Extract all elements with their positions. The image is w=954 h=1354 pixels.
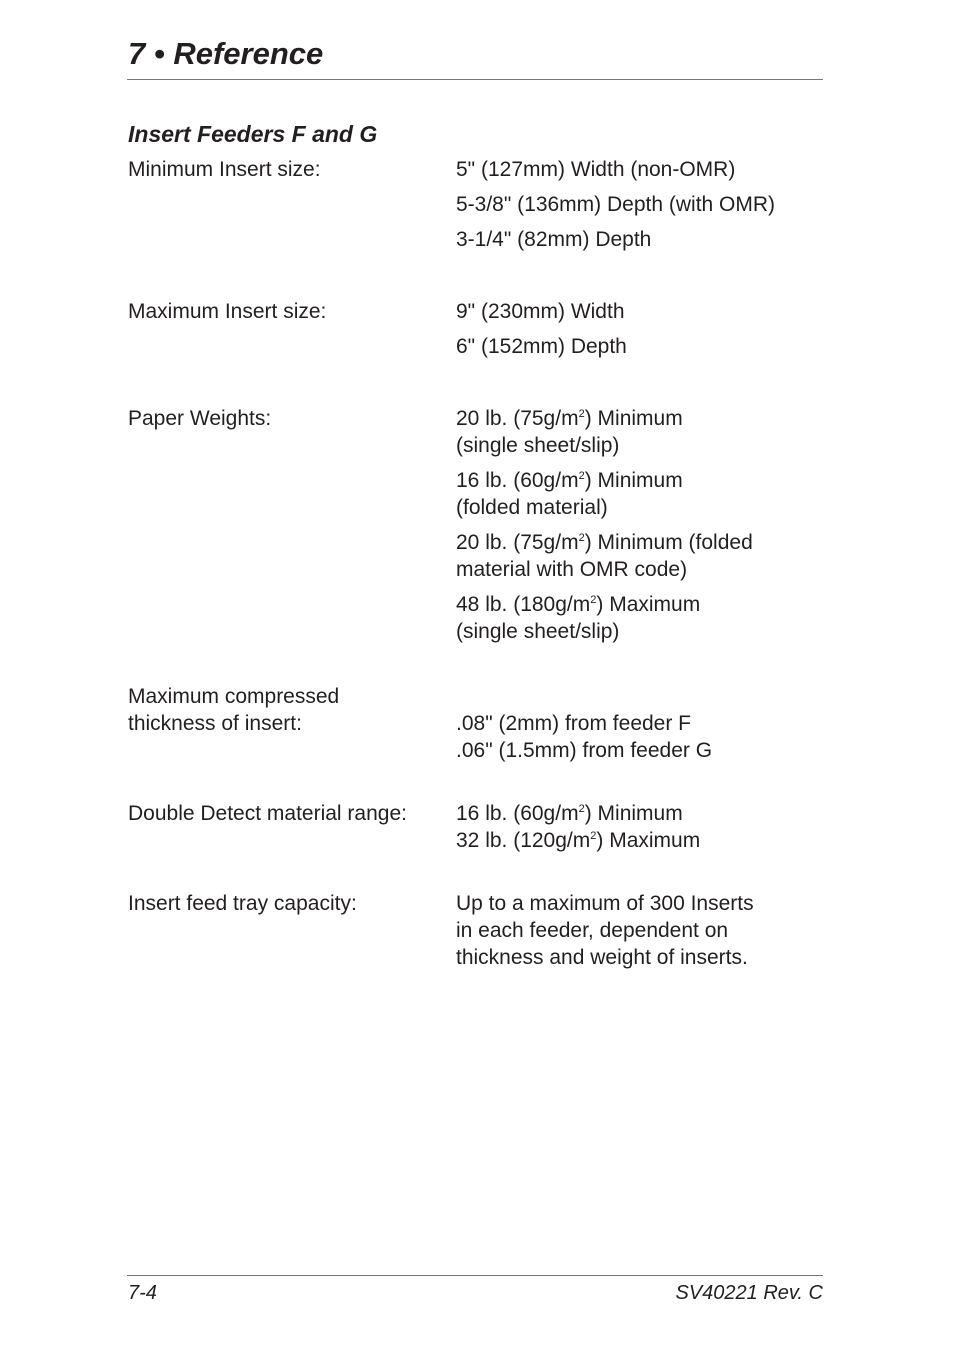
page-title: 7 • Reference [128,36,324,71]
spec-value: .08" (2mm) from feeder F [456,712,692,735]
spec-label: Paper Weights: [128,407,272,430]
paper-weight-note: (folded material) [456,496,608,519]
spec-label: Double Detect material range: [128,802,407,825]
spec-value: 5" (127mm) Width (non-OMR) [456,158,736,181]
paper-weight-value: 48 lb. $(180g/m^2)$ Maximum [456,593,701,616]
spec-values [456,800,816,854]
spec-value: 5-3/8" (136mm) Depth (with OMR) [456,193,776,216]
spec-value: .06" (1.5mm) from feeder G [456,739,713,762]
paper-weight-value: 20 lb. $(75g/m^2)$ Minimum (folded [456,531,753,554]
spec-value: 3-1/4" (82mm) Depth [456,228,652,251]
spec-values [456,298,816,360]
document-id: SV40221 Rev. C [675,1282,823,1304]
spec-paper-weights [128,405,823,655]
footer-divider [127,1275,823,1276]
spec-value: 16 lb. $(60g/m^2)$ Minimum [456,802,683,825]
spec-values [456,405,816,645]
spec-value: in each feeder, dependent on [456,919,729,942]
page-number: 7-4 [128,1282,157,1304]
spec-maximum-insert-size [128,298,823,368]
spec-max-thickness [128,683,823,773]
spec-double-detect-range [128,800,823,860]
spec-value: Up to a maximum of 300 Inserts [456,892,754,915]
paper-weight-value: 16 lb. $(60g/m^2)$ Minimum [456,469,683,492]
header-divider [127,79,823,80]
spec-values [456,156,816,253]
spec-values [456,710,816,764]
spec-value: 9" (230mm) Width [456,300,625,323]
spec-label: Maximum compressed thickness of insert: [128,685,340,735]
spec-label: Minimum Insert size: [128,158,321,181]
spec-values [456,890,816,971]
paper-weight-note: (single sheet/slip) [456,620,620,643]
paper-weight-note: (single sheet/slip) [456,434,620,457]
spec-value: 32 lb. $(120g/m^2)$ Maximum [456,829,701,852]
spec-label: Maximum Insert size: [128,300,327,323]
spec-value: 6" (152mm) Depth [456,335,627,358]
spec-value: thickness and weight of inserts. [456,946,748,969]
spec-tray-capacity [128,890,823,980]
section-heading: Insert Feeders F and G [128,121,378,147]
spec-minimum-insert-size [128,156,823,256]
paper-weight-value: 20 lb. $(75g/m^2)$ Minimum [456,407,683,430]
spec-label: Insert feed tray capacity: [128,892,357,915]
paper-weight-note: material with OMR code) [456,558,688,581]
